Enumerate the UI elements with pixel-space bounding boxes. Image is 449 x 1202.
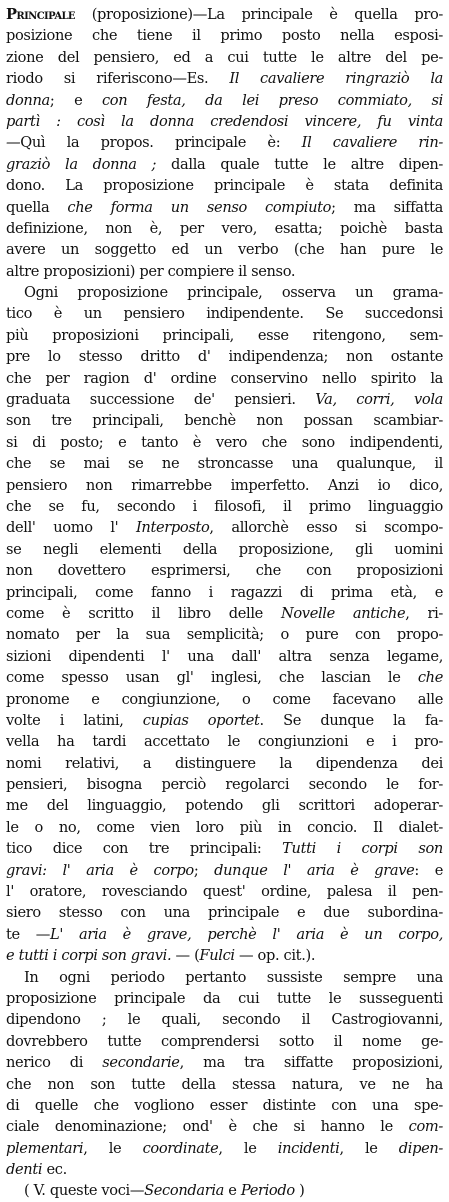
italic-text: Secondaria (144, 1182, 225, 1200)
text-run: dell' uomo l' (6, 519, 136, 537)
text-line-10 (6, 218, 443, 239)
italic-text: Novelle antiche (280, 604, 406, 622)
text-line-43 (6, 924, 443, 945)
text-line-54 (6, 1159, 443, 1180)
text-line-11 (6, 239, 443, 260)
italic-text: partì : così la donna credendosi vincere, fu vinta (6, 112, 443, 130)
text-line-33 (6, 710, 443, 731)
text-line-9 (6, 197, 443, 218)
italic-text: che (417, 669, 443, 687)
text-run: ( V. queste voci— (24, 1182, 145, 1200)
text-line-1 (6, 25, 443, 46)
italic-text: dipen- (398, 1139, 443, 1157)
entry-body (6, 25, 443, 1201)
text-run: nomi relativi, a distinguere la dipendenza dei (6, 754, 443, 772)
text-run: non dovettero esprimersi, che con proposizioni (6, 562, 443, 580)
text-run: vella ha tardi accettato le congiunzioni e i pro- (6, 733, 443, 751)
text-run: pensiero non rimarrebbe imperfetto. Anzi io dico, (6, 476, 443, 494)
text-line-45 (6, 967, 443, 988)
text-line-39 (6, 838, 443, 859)
text-run: più proposizioni principali, esse ritengono, sem- (6, 326, 443, 344)
text-line-29 (6, 624, 443, 645)
text-line-21 (6, 453, 443, 474)
text-run: l' oratore, rovesciando quest' ordine, palesa il pen- (6, 883, 443, 901)
italic-text: denti (6, 1161, 43, 1179)
text-run: di quelle che vogliono esser distinte con una spe- (6, 1096, 443, 1114)
italic-text: secondarie (102, 1054, 180, 1072)
italic-text: Interposto (136, 519, 210, 537)
headword: Principale (6, 6, 75, 23)
text-run: zione del pensiero, ed a cui tutte le altre del pe- (6, 48, 443, 66)
text-run: In ogni periodo pertanto sussiste sempre una (24, 968, 443, 986)
headword-definition-start: (proposizione)—La principale è quella pro- (74, 6, 443, 23)
text-run: pensieri, bisogna perciò regolarci secondo le for- (6, 776, 443, 794)
text-run: come è scritto il libro delle (6, 604, 281, 622)
text-run: son tre principali, benchè non possan scambiar- (6, 412, 443, 430)
text-line-51 (6, 1095, 443, 1116)
text-line-41 (6, 881, 443, 902)
text-run: ; e (49, 91, 102, 109)
text-line-38 (6, 817, 443, 838)
text-line-37 (6, 795, 443, 816)
text-line-47 (6, 1009, 443, 1030)
italic-text: Il cavaliere rin- (301, 134, 443, 152)
text-line-25 (6, 539, 443, 560)
text-line-27 (6, 582, 443, 603)
text-run: come spesso usan gl' inglesi, che lascian le (6, 669, 418, 687)
text-run: ) (294, 1182, 305, 1200)
text-run: graduata successione de' pensieri. (6, 391, 316, 409)
italic-text: Il cavaliere ringraziò la (229, 70, 443, 88)
text-line-19 (6, 410, 443, 431)
text-run: ; ma siffatta (331, 198, 443, 216)
text-line-12 (6, 261, 443, 282)
italic-text: plementari (6, 1139, 84, 1157)
text-run: che se fu, secondo i filosofi, il primo linguaggio (6, 497, 443, 515)
text-run: dono. La proposizione principale è stata definita (6, 177, 443, 195)
text-line-3 (6, 68, 443, 89)
text-run: pronome e congiunzione, o come facevano alle (6, 690, 443, 708)
italic-text: e tutti i corpi son gravi. (6, 947, 172, 965)
italic-text: che forma un senso compiuto (67, 198, 332, 216)
text-run: se negli elementi della proposizione, gli uomini (6, 540, 443, 558)
text-line-49 (6, 1052, 443, 1073)
text-run: dovrebbero tutte comprendersi sotto il nome ge- (6, 1032, 443, 1050)
text-line-22 (6, 475, 443, 496)
text-run: . Se dunque la fa- (259, 711, 443, 729)
italic-text: L' aria è grave, perchè l' aria è un corpo, (50, 925, 443, 943)
text-run: Quì la propos. principale è: (20, 134, 302, 152)
text-run: , le (218, 1139, 278, 1157)
text-run: siero stesso con una principale e due subordina- (6, 904, 443, 922)
text-run: avere un soggetto ed un verbo (che han pure le (6, 241, 443, 259)
text-line-4 (6, 90, 443, 111)
text-run: me del linguaggio, potendo gli scrittori adoperar- (6, 797, 443, 815)
text-line-7 (6, 154, 443, 175)
italic-text: con festa, da lei preso commiato, si (101, 91, 443, 109)
text-line-14 (6, 303, 443, 324)
text-line-6 (6, 132, 443, 153)
text-run: ec. (42, 1161, 67, 1179)
italic-text: Va, corri, vola (315, 391, 443, 409)
text-line-42 (6, 902, 443, 923)
text-line-50 (6, 1074, 443, 1095)
text-run: volte i latini, (6, 711, 143, 729)
text-line-48 (6, 1031, 443, 1052)
text-run: che se mai se ne stroncasse una qualunque, il (6, 455, 443, 473)
text-line-23 (6, 496, 443, 517)
text-line-5 (6, 111, 443, 132)
text-run: — op. cit.). (234, 947, 316, 965)
text-line-16 (6, 346, 443, 367)
text-run: nomato per la sua semplicità; o pure con propo- (6, 626, 443, 644)
text-line-26 (6, 560, 443, 581)
text-run: e (224, 1182, 241, 1200)
text-line-35 (6, 753, 443, 774)
text-run: le o no, come vien loro più in concio. Il dialet- (6, 818, 443, 836)
text-run: quella (6, 198, 68, 216)
italic-text: incidenti (277, 1139, 340, 1157)
text-line-30 (6, 646, 443, 667)
text-run: ciale denominazione; ond' è che si hanno le (6, 1118, 409, 1136)
italic-text: coordinate (142, 1139, 219, 1157)
text-run: altre proposizioni) per compiere il senso. (6, 262, 296, 280)
text-line-46 (6, 988, 443, 1009)
text-run: , le (339, 1139, 399, 1157)
text-run: dalla quale tutte le altre dipen- (156, 155, 443, 173)
text-line-40 (6, 860, 443, 881)
text-line-2 (6, 47, 443, 68)
text-run: Ogni proposizione principale, osserva un grama- (24, 284, 443, 302)
text-run: proposizione principale da cui tutte le susseguenti (6, 989, 443, 1007)
text-run: riodo si riferiscono—Es. (6, 70, 230, 88)
text-run: che non son tutte della stessa natura, ve ne ha (6, 1075, 443, 1093)
text-run: tico è un pensiero indipendente. Se succedonsi (6, 305, 443, 323)
text-run: tico dice con tre principali: (6, 840, 283, 858)
text-run: principali, come fanno i ragazzi di prima età, e (6, 583, 443, 601)
text-run: dipendono ; le quali, secondo il Castrogiovanni, (6, 1011, 443, 1029)
text-line-13 (6, 282, 443, 303)
text-line-20 (6, 432, 443, 453)
text-line-28 (6, 603, 443, 624)
italic-text: com- (408, 1118, 443, 1136)
text-run: posizione che tiene il primo posto nella esposi- (6, 27, 443, 45)
text-line-31 (6, 667, 443, 688)
italic-text: Periodo (240, 1182, 295, 1200)
text-line-55 (6, 1180, 443, 1201)
text-run: , le (83, 1139, 143, 1157)
text-run: nerico di (6, 1054, 103, 1072)
text-line-53 (6, 1138, 443, 1159)
text-run: ; (193, 861, 215, 879)
italic-text: Fulci (199, 947, 235, 965)
text-run: te — (6, 925, 51, 943)
text-line-52 (6, 1116, 443, 1137)
text-line-44 (6, 945, 443, 966)
text-run: , ri- (405, 604, 443, 622)
text-run: che per ragion d' ordine conservino nello spirito la (6, 369, 443, 387)
text-line-8 (6, 175, 443, 196)
text-line-34 (6, 731, 443, 752)
text-run: : e (414, 861, 443, 879)
text-run: si di posto; e tanto è vero che sono indipendenti, (6, 433, 443, 451)
italic-text: graziò la donna ; (6, 155, 157, 173)
text-line-0 (6, 4, 443, 25)
text-line-24 (6, 517, 443, 538)
text-run: definizione, non è, per vero, esatta; poichè basta (6, 219, 443, 237)
text-run: sizioni dipendenti l' una dall' altra senza legame, (6, 647, 443, 665)
text-line-32 (6, 689, 443, 710)
italic-text: dunque l' aria è grave (214, 861, 415, 879)
italic-text: — (6, 134, 21, 152)
text-run: , allorchè esso si scompo- (209, 519, 443, 537)
text-run: pre lo stesso dritto d' indipendenza; non ostante (6, 348, 443, 366)
text-line-17 (6, 368, 443, 389)
text-line-18 (6, 389, 443, 410)
italic-text: Tutti i corpi son (282, 840, 443, 858)
text-line-36 (6, 774, 443, 795)
text-run: , ma tra siffatte proposizioni, (179, 1054, 443, 1072)
italic-text: donna (6, 91, 50, 109)
italic-text: cupias oportet (142, 711, 260, 729)
italic-text: gravi: l' aria è corpo (6, 861, 194, 879)
text-line-15 (6, 325, 443, 346)
text-run: — ( (171, 947, 200, 965)
